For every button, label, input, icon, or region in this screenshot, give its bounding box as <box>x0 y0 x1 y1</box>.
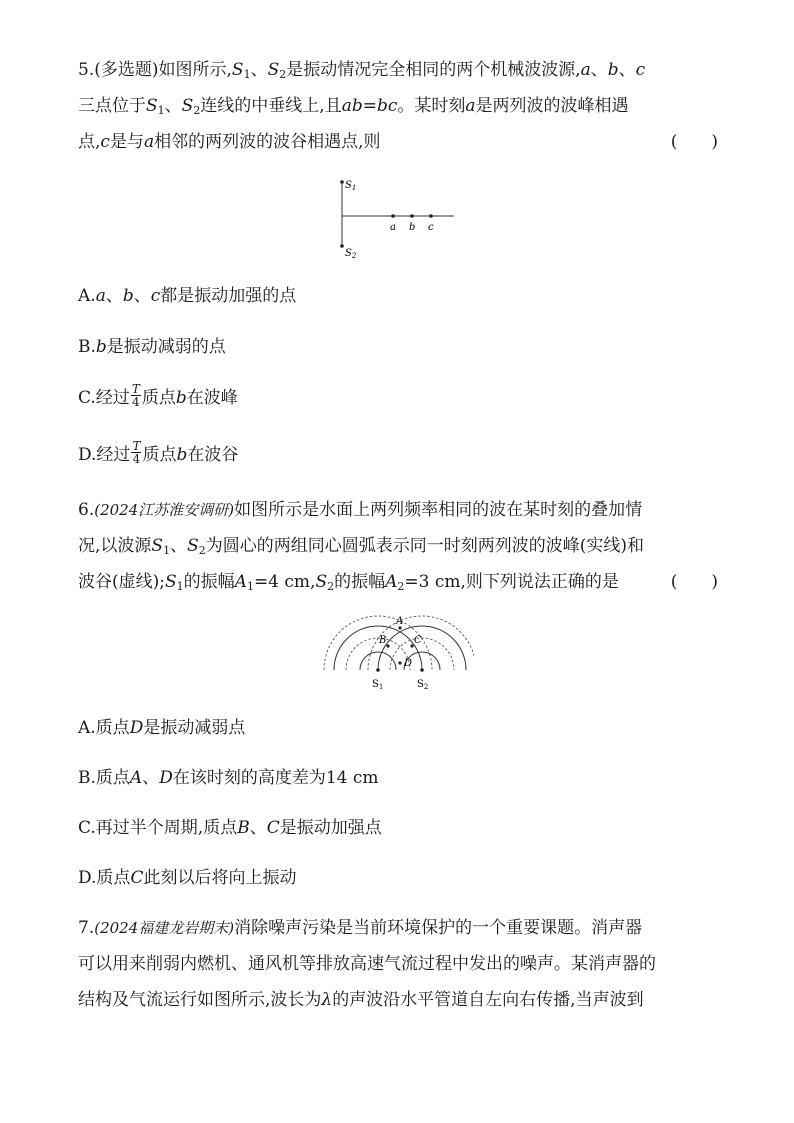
q5-option-b[interactable]: B.b是振动减弱的点 <box>78 337 226 357</box>
q6-option-a[interactable]: A.质点D是振动减弱点 <box>78 718 246 738</box>
q5-tag: (多选题) <box>94 60 159 80</box>
q6-option-b[interactable]: B.质点A、D在该时刻的高度差为14 cm <box>78 768 379 788</box>
q7-line-2: 可以用来削弱内燃机、通风机等排放高速气流过程中发出的噪声。某消声器的 <box>78 954 656 974</box>
q6-source-s2-dot <box>420 668 424 672</box>
q6-point-b-dot <box>386 644 389 647</box>
q5-fraction-t-over-4: $\frac{T}{4}$ <box>132 439 141 466</box>
q6-number: 6. <box>78 500 95 520</box>
q7-source: (2024福建龙岩期末) <box>94 919 235 937</box>
q5-number: 5. <box>78 60 95 80</box>
q6-label-d: D <box>404 658 413 669</box>
q5-point-c-dot <box>429 214 433 218</box>
q5-figure <box>330 172 460 264</box>
q5-point-b-dot <box>410 214 414 218</box>
q7-number: 7. <box>78 918 95 938</box>
q6-source: (2024江苏淮安调研) <box>94 501 235 519</box>
q5-fraction-t-over-4: $\frac{T}{4}$ <box>131 382 140 409</box>
q5-label-s2: $S_2$ <box>345 248 357 260</box>
q5-option-d[interactable]: D.经过 $\frac{T}{4}$ 质点b在波谷 <box>78 439 239 466</box>
q6-label-s2: $S_2$ <box>417 679 429 691</box>
q6-point-d-dot <box>398 661 401 664</box>
q5-label-c: c <box>428 222 434 233</box>
q5-answer-paren: ( ) <box>670 132 718 152</box>
q7-line-1: 7.(2024福建龙岩期末)消除噪声污染是当前环境保护的一个重要课题。消声器 <box>78 918 643 938</box>
q5-point-a-dot <box>391 214 395 218</box>
q6-option-c[interactable]: C.再过半个周期,质点B、C是振动加强点 <box>78 818 382 838</box>
q5-line-1: 5.(多选题)如图所示$,S_1$、$S_2$是振动情况完全相同的两个机械波波源,a、b、c <box>78 60 646 81</box>
q6-line-1: 6.(2024江苏淮安调研)如图所示是水面上两列频率相同的波在某时刻的叠加情 <box>78 500 643 520</box>
q6-line-3: 波谷(虚线)$;S_1$的振幅$A_1=4$ $cm,S_2$的振幅$A_2=3$ cm,则下列说法正确的是 ( ) <box>78 572 718 593</box>
q6-source-s1-dot <box>376 668 380 672</box>
q5-option-c[interactable]: C.经过 $\frac{T}{4}$ 质点b在波峰 <box>78 382 238 409</box>
q5-label-s1: $S_1$ <box>345 180 357 192</box>
q5-source-s1-dot <box>340 180 344 184</box>
q5-option-a[interactable]: A.a、b、c都是振动加强的点 <box>78 286 297 306</box>
q6-figure <box>318 612 474 696</box>
q6-option-d[interactable]: D.质点C此刻以后将向上振动 <box>78 868 297 888</box>
q5-label-a: a <box>390 222 396 233</box>
q5-line-2: 三点位于$S_1$、$S_2$连线的中垂线上,且ab=bc。某时刻a是两列波的波峰相遇 <box>78 96 629 117</box>
q6-label-b: B <box>379 635 387 646</box>
q5-source-s2-dot <box>340 244 344 248</box>
q5-label-b: b <box>409 222 416 233</box>
q5-line-3: 点,c是与a相邻的两列波的波谷相遇点,则 ( ) <box>78 132 718 152</box>
q6-answer-paren: ( ) <box>670 572 718 592</box>
q6-label-a: A <box>396 616 404 627</box>
q7-line-3: 结构及气流运行如图所示,波长为λ的声波沿水平管道自左向右传播,当声波到 <box>78 990 644 1010</box>
q6-line-2: 况,以波源$S_1$、$S_2$为圆心的两组同心圆弧表示同一时刻两列波的波峰(实线)和 <box>78 536 644 557</box>
q6-label-c: C <box>414 635 422 646</box>
q6-label-s1: $S_1$ <box>372 679 384 691</box>
